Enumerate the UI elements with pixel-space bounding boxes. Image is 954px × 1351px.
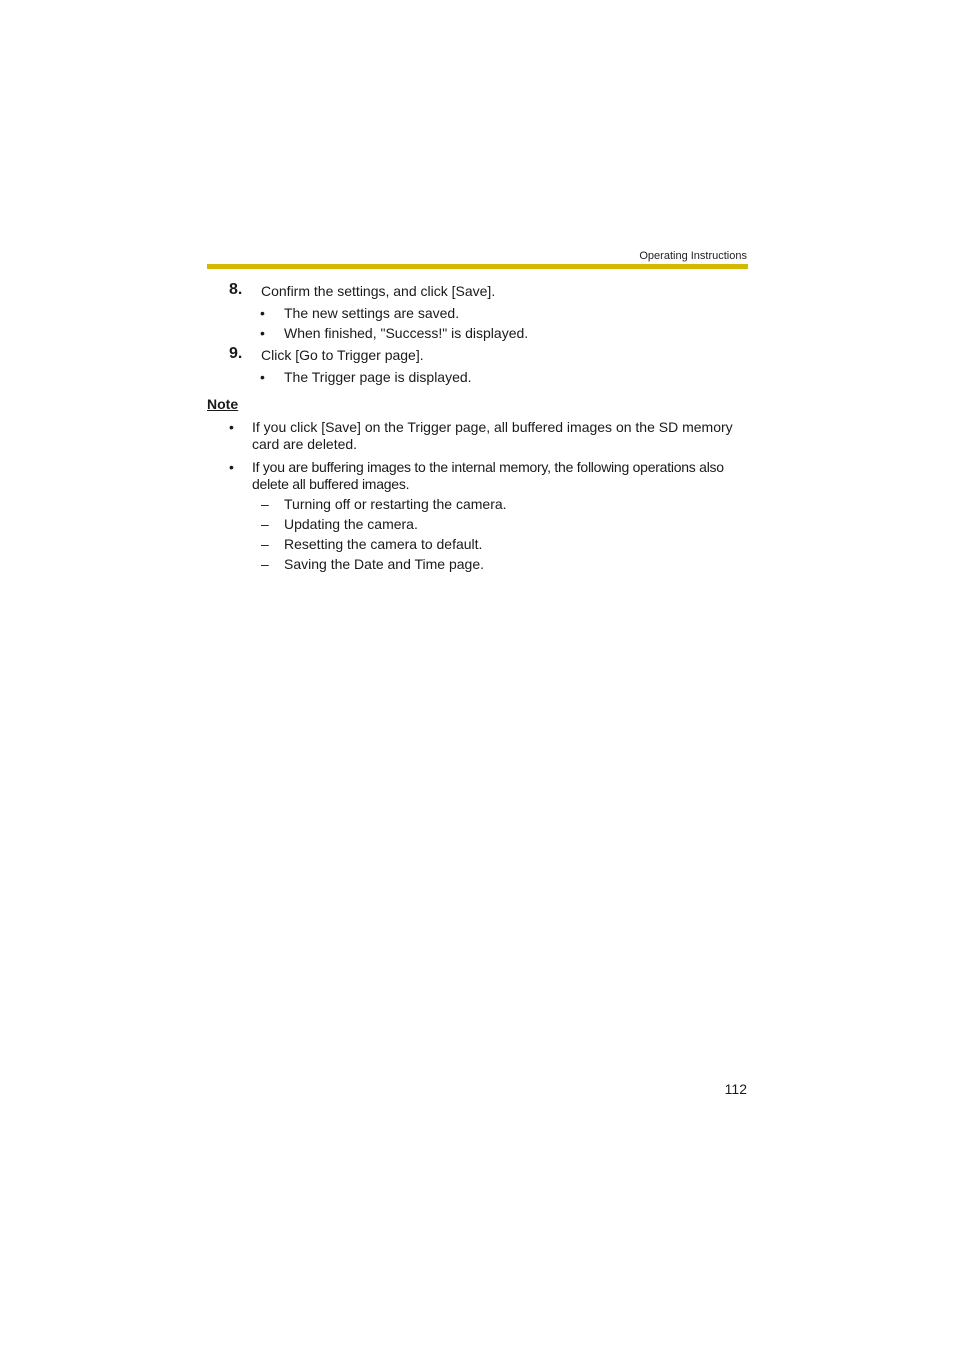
header-rule	[207, 264, 748, 269]
step-text: Confirm the settings, and click [Save].	[261, 283, 496, 299]
step-bullet-text: The Trigger page is displayed.	[284, 369, 472, 385]
header-title: Operating Instructions	[639, 250, 747, 262]
note-subitem-text: Turning off or restarting the camera.	[284, 496, 507, 512]
step-bullet-text: The new settings are saved.	[284, 305, 460, 321]
step-number: 8.	[229, 281, 243, 298]
note-subitem-text: Updating the camera.	[284, 516, 418, 532]
dash-glyph: –	[261, 556, 269, 572]
dash-glyph: –	[261, 516, 269, 532]
note-subitem-text: Saving the Date and Time page.	[284, 556, 485, 572]
step-bullet-text: When finished, "Success!" is displayed.	[284, 325, 529, 341]
step-number: 9.	[229, 345, 243, 362]
note-heading: Note	[207, 396, 239, 412]
dash-glyph: –	[261, 536, 269, 552]
page-number: 112	[724, 1081, 747, 1097]
bullet-glyph: •	[260, 305, 265, 321]
note-subitem-text: Resetting the camera to default.	[284, 536, 483, 552]
note-item-text: If you click [Save] on the Trigger page, all buffered images on the SD memory card are deleted.	[252, 419, 733, 452]
dash-glyph: –	[261, 496, 269, 512]
note-item-text: If you are buffering images to the internal memory, the following operations also delete all buffered images.	[252, 459, 724, 492]
bullet-glyph: •	[260, 325, 265, 341]
step-text: Click [Go to Trigger page].	[261, 347, 424, 363]
bullet-glyph: •	[260, 369, 265, 385]
bullet-glyph: •	[229, 419, 234, 435]
bullet-glyph: •	[229, 459, 234, 475]
